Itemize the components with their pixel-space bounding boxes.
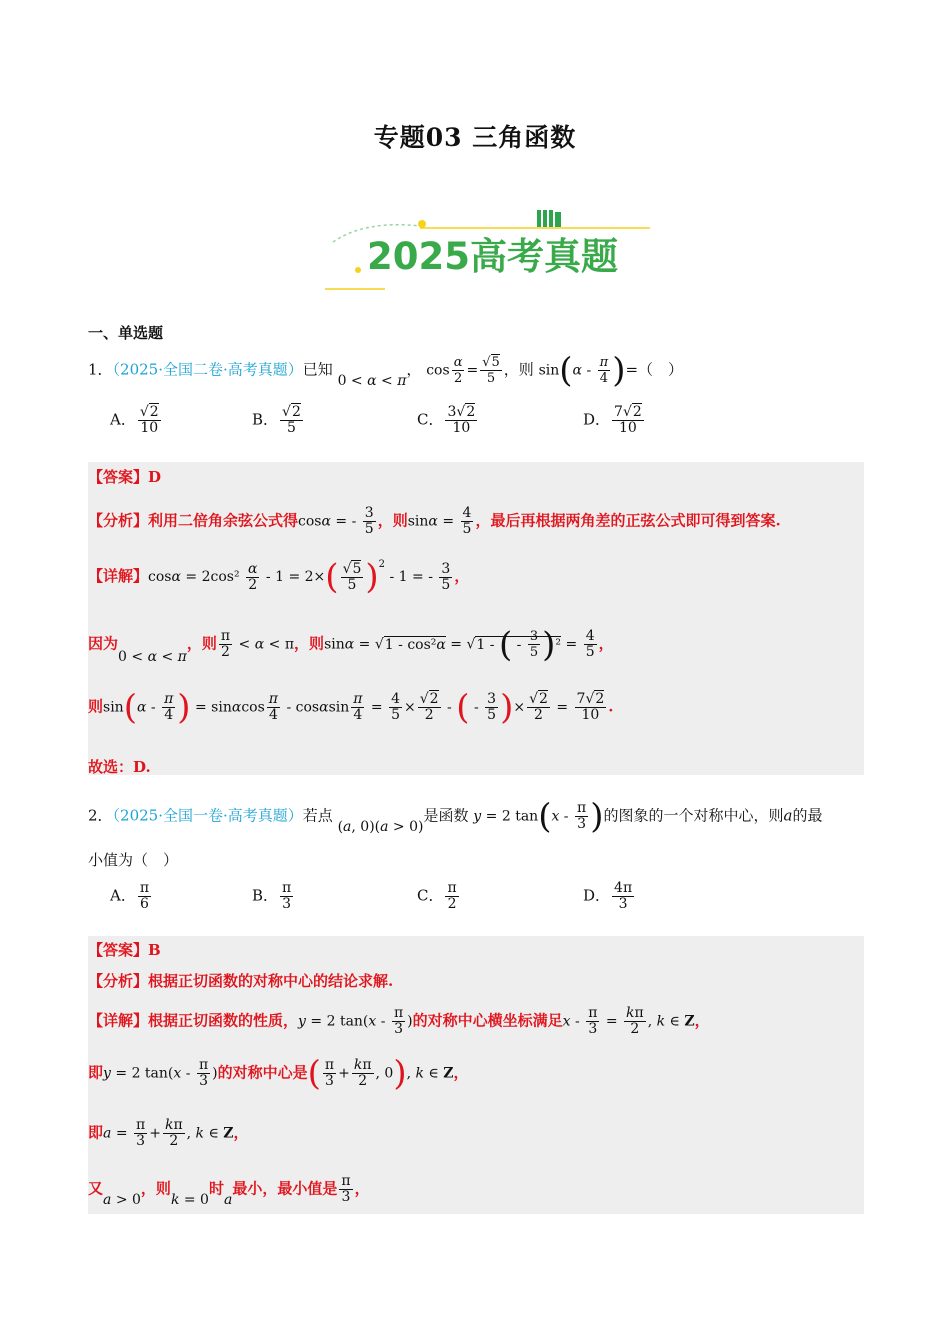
detail-line-2: 因为0 < α < π，则 $\frac{\pi}{2}$ < α < π，则sinα = √1 - cos²α = √1 - ( - $\frac{3}{5}$ )² = $\frac{4}{5}$ ， — [88, 624, 614, 665]
conclusion-line: 故选：D. — [88, 758, 151, 776]
question-1-stem: 1．（2025·全国二卷·高考真题）已知 0 < α < π， cos $\frac{\alpha}{2}$ = $\frac{√5}{5}$ ，则 sin(α - $\frac{\pi}{4}$ )=（ ） — [88, 350, 684, 391]
question-2-options — [110, 881, 710, 923]
banner-text: 2025高考真题 — [367, 235, 618, 278]
detail-line-1: 【详解】cosα = 2cos² $\frac{\alpha}{2}$ - 1 = 2×( $\frac{√5}{5}$ )$^2$ - 1 = - $\frac{3}{5}$ ， — [88, 557, 470, 597]
option-b[interactable]: B． $\frac{√2}{5}$ — [252, 404, 301, 436]
option-d[interactable]: D． $\frac{7√2}{10}$ — [583, 404, 642, 436]
option-b[interactable]: B． $\frac{\pi}{3}$ — [252, 880, 292, 912]
analysis-line: 【分析】根据正切函数的对称中心的结论求解. — [88, 972, 394, 990]
option-a[interactable]: A． $\frac{\pi}{6}$ — [110, 880, 150, 912]
answer-line: 【答案】D — [88, 468, 162, 486]
question-2-stem-cont: 小值为（ ） — [88, 851, 179, 869]
question-2-stem: 2．（2025·全国一卷·高考真题）若点 (a, 0)(a > 0)是函数 y = 2 tan(x - $\frac{\pi}{3}$ )的图象的一个对称中心，则a的最 — [88, 796, 823, 837]
detail-line-3: 即a = $\frac{\pi}{3}$ + $\frac{k\pi}{2}$ , k ∈ Z， — [88, 1117, 249, 1149]
detail-line-4: 又a > 0，则k = 0时a最小，最小值是 $\frac{\pi}{3}$ ， — [88, 1173, 370, 1208]
page-title: 专题03 三角函数 — [373, 123, 577, 152]
answer-line: 【答案】B — [88, 941, 161, 959]
detail-line-1: 【详解】根据正切函数的性质，y = 2 tan(x - $\frac{\pi}{3}$ )的对称中心横坐标满足x - $\frac{\pi}{3}$ = $\frac{k\pi}{2}$ , k ∈ Z， — [88, 1005, 710, 1037]
section-heading: 一、单选题 — [88, 324, 164, 342]
detail-line-3: 则sin(α - $\frac{\pi}{4}$ ) = sinαcos $\frac{\pi}{4}$ - cosαsin $\frac{\pi}{4}$ = $\frac{4}{5}$ × $\frac{√2}{2}$ - ( - $\frac{3}{5}$ )× $\frac{√2}{2}$ = $\frac{7√2}{10}$ . — [88, 687, 614, 728]
option-c[interactable]: C． $\frac{\pi}{2}$ — [417, 880, 457, 912]
answer-box-1 — [88, 462, 864, 775]
option-a[interactable]: A． $\frac{√2}{10}$ — [110, 404, 159, 436]
option-c[interactable]: C． $\frac{3√2}{10}$ — [417, 404, 476, 436]
banner-logo — [325, 200, 655, 295]
answer-box-2 — [88, 936, 864, 1214]
question-1-options — [110, 405, 710, 453]
analysis-line: 【分析】利用二倍角余弦公式得cosα = - $\frac{3}{5}$ ，则sinα = $\frac{4}{5}$ ，最后再根据两角差的正弦公式即可得到答案. — [88, 505, 781, 537]
option-d[interactable]: D． $\frac{4\pi}{3}$ — [583, 880, 633, 912]
detail-line-2: 即y = 2 tan(x - $\frac{\pi}{3}$ )的对称中心是( $\frac{\pi}{3}$ + $\frac{k\pi}{2}$ , 0), k ∈ Z， — [88, 1053, 469, 1094]
